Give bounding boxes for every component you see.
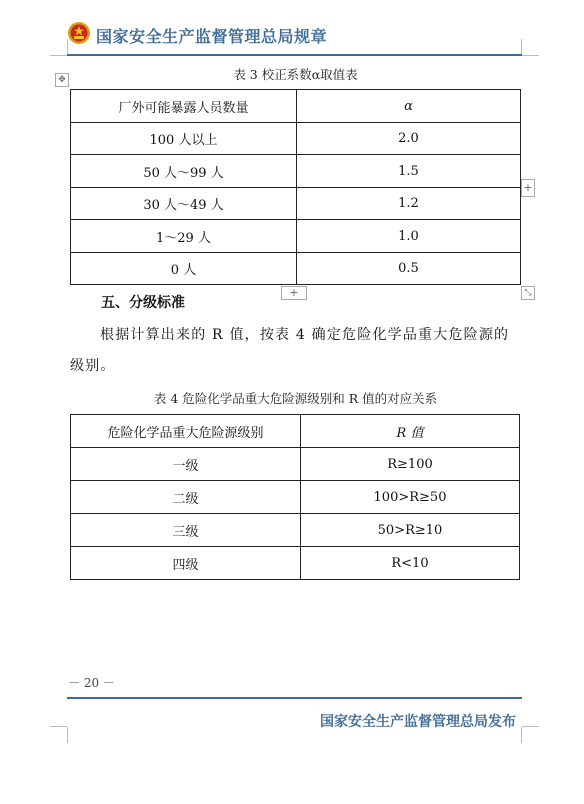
crop-mark xyxy=(67,727,68,743)
table4-cell-level: 三级 xyxy=(71,514,301,547)
crop-mark xyxy=(50,55,67,56)
table4-cell-r: R≥100 xyxy=(301,448,520,481)
table4-cell-r: 100>R≥50 xyxy=(301,481,520,514)
header-rule xyxy=(67,54,522,56)
page-number: － 20 － xyxy=(68,676,115,690)
table-row xyxy=(71,155,521,188)
table3-cell-count: 50 人～99 人 xyxy=(71,155,297,188)
footer-publisher: 国家安全生产监督管理总局发布 xyxy=(320,714,516,730)
crop-mark xyxy=(521,39,522,55)
table3-header-count: 厂外可能暴露人员数量 xyxy=(71,90,297,123)
add-row-icon[interactable]: + xyxy=(281,286,307,300)
table-row xyxy=(71,514,520,547)
table-row xyxy=(71,547,520,580)
table3-cell-count: 30 人～49 人 xyxy=(71,188,297,220)
crop-mark xyxy=(50,726,67,727)
table4-cell-level: 四级 xyxy=(71,547,301,580)
table-row xyxy=(71,123,521,155)
body-paragraph: 根据计算出来的 R 值，按表 4 确定危险化学品重大危险源的级别。 xyxy=(70,327,510,374)
table3-cell-alpha: 1.0 xyxy=(297,220,521,253)
header-title: 国家安全生产监督管理总局规章 xyxy=(96,27,328,46)
crop-mark xyxy=(521,727,522,743)
footer-rule xyxy=(67,697,522,699)
table4-header-r: R 值 xyxy=(301,415,520,448)
table-row xyxy=(71,188,521,220)
table-move-handle-icon[interactable]: ✥ xyxy=(55,73,69,87)
table4-cell-level: 一级 xyxy=(71,448,301,481)
table4 xyxy=(70,414,520,580)
table3 xyxy=(70,89,521,285)
crop-mark xyxy=(522,726,539,727)
section-heading: 五、分级标准 xyxy=(101,295,185,311)
table3-cell-alpha: 1.2 xyxy=(297,188,521,220)
table3-cell-count: 1～29 人 xyxy=(71,220,297,253)
add-column-icon[interactable]: + xyxy=(521,179,535,197)
crop-mark xyxy=(522,55,539,56)
table-header-row xyxy=(71,90,521,123)
national-emblem-icon xyxy=(67,21,91,45)
table3-caption: 表 3 校正系数α取值表 xyxy=(233,67,358,82)
table3-cell-alpha: 1.5 xyxy=(297,155,521,188)
table3-header-alpha: α xyxy=(297,90,521,123)
table3-cell-alpha: 0.5 xyxy=(297,253,521,285)
table4-caption: 表 4 危险化学品重大危险源级别和 R 值的对应关系 xyxy=(153,391,438,406)
table4-cell-r: R<10 xyxy=(301,547,520,580)
table4-cell-r: 50>R≥10 xyxy=(301,514,520,547)
table3-cell-alpha: 2.0 xyxy=(297,123,521,155)
table-row xyxy=(71,481,520,514)
table4-cell-level: 二级 xyxy=(71,481,301,514)
table3-cell-count: 100 人以上 xyxy=(71,123,297,155)
table3-cell-count: 0 人 xyxy=(71,253,297,285)
table-row xyxy=(71,448,520,481)
table-row xyxy=(71,253,521,285)
table4-header-level: 危险化学品重大危险源级别 xyxy=(71,415,301,448)
table-row xyxy=(71,220,521,253)
table-resize-handle-icon[interactable]: ⤡ xyxy=(521,286,535,300)
table-header-row xyxy=(71,415,520,448)
